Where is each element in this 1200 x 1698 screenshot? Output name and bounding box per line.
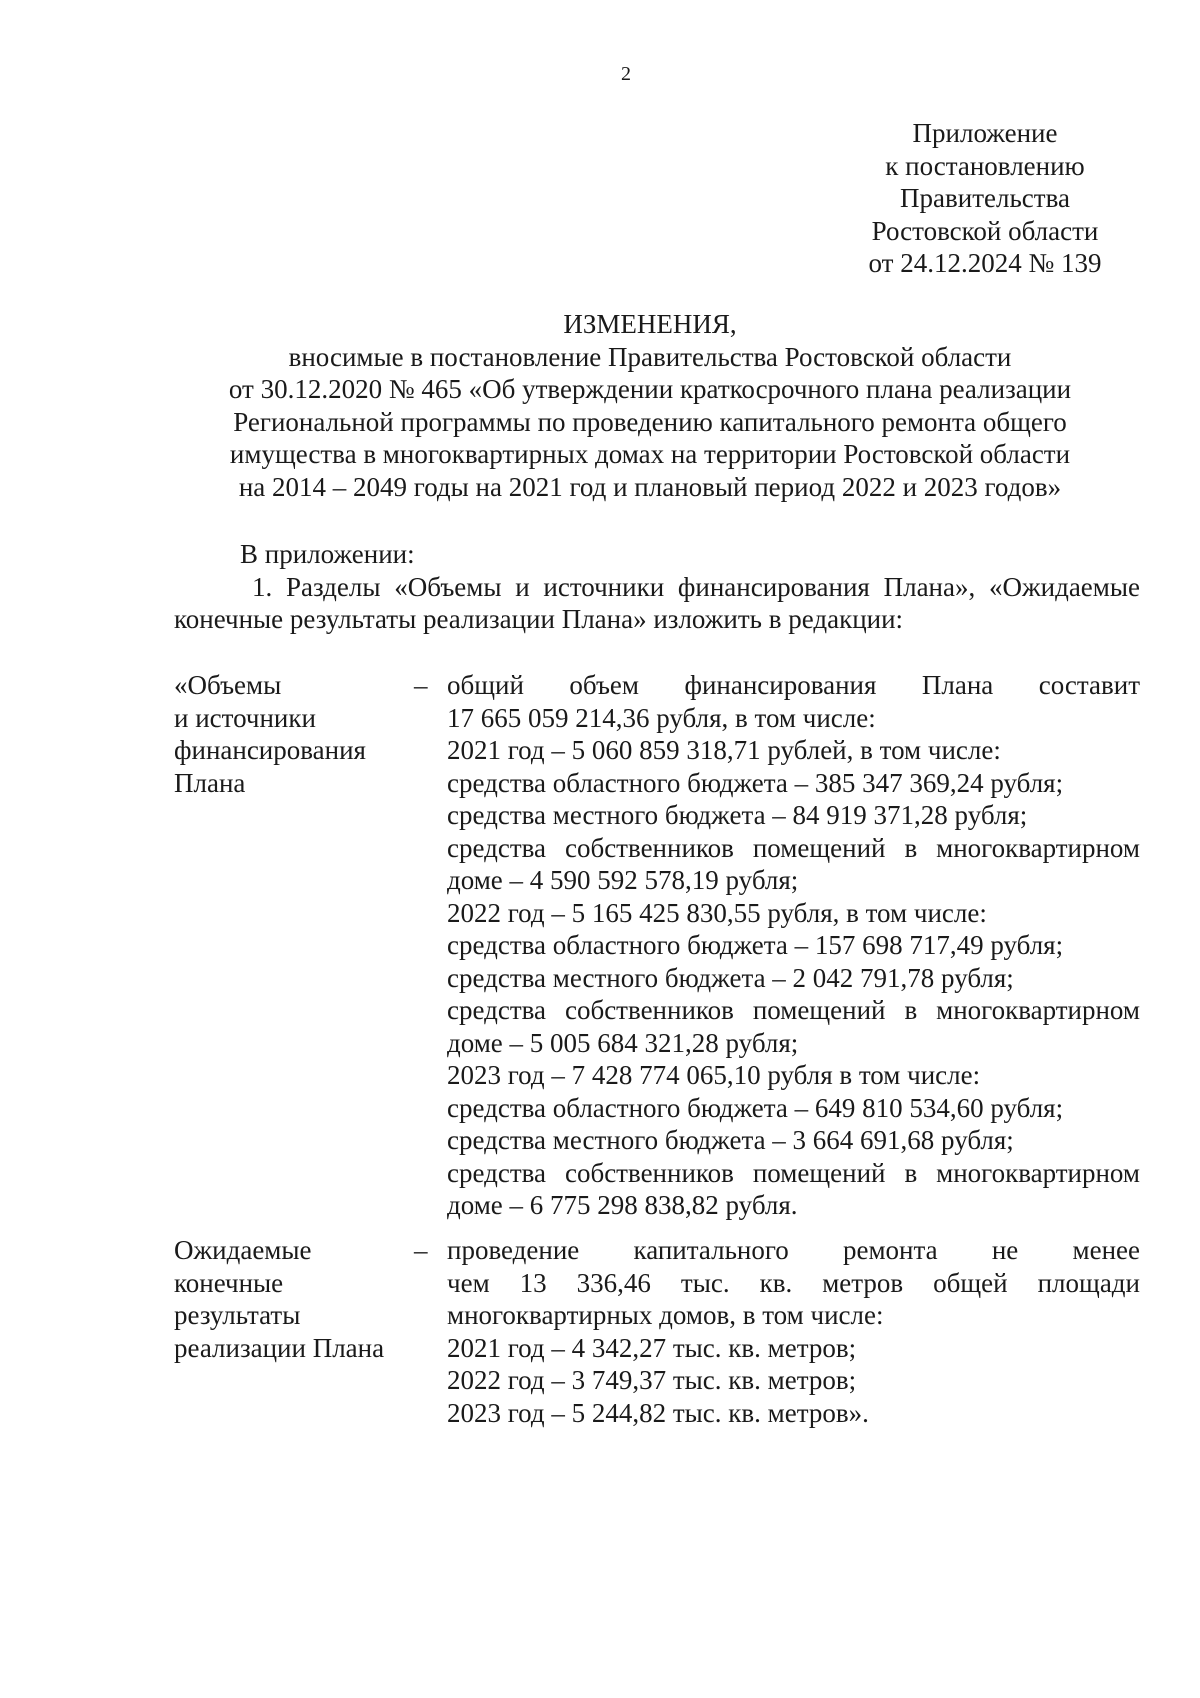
value-line: средства местного бюджета – 84 919 371,28 рубля; — [447, 800, 1028, 830]
value-line: 2023 год – 7 428 774 065,10 рубля в том числе: — [447, 1060, 981, 1090]
appendix-line: Ростовской области — [871, 215, 1099, 246]
title-line: на 2014 – 2049 годы на 2021 год и плановый период 2022 и 2023 годов» — [238, 471, 1062, 502]
label-line: конечные — [174, 1267, 284, 1298]
value-line: проведение капитального ремонта не менее — [447, 1235, 1140, 1265]
value-line: доме – 4 590 592 578,19 рубля; — [447, 865, 799, 895]
appendix-line: Правительства — [900, 183, 1070, 213]
value-line: доме – 6 775 298 838,82 рубля. — [447, 1190, 798, 1220]
section-value — [447, 1234, 1140, 1429]
label-line: Плана — [174, 767, 246, 798]
value-line: средства местного бюджета – 3 664 691,68 рубля; — [447, 1125, 1014, 1155]
value-line: доме – 5 005 684 321,28 рубля; — [447, 1027, 799, 1058]
value-line: многоквартирных домов, в том числе: — [447, 1300, 884, 1330]
page-number: 2 — [621, 63, 631, 85]
value-line: средства областного бюджета – 157 698 717,49 рубля; — [447, 930, 1064, 960]
title-heading: ИЗМЕНЕНИЯ, — [563, 309, 737, 339]
intro-paragraph — [174, 538, 1140, 636]
value-line: 17 665 059 214,36 рубля, в том числе: — [447, 702, 876, 733]
section-dash: – — [414, 670, 428, 700]
appendix-header — [840, 117, 1130, 280]
section-dash: – — [414, 1235, 428, 1265]
label-line: и источники — [174, 702, 316, 733]
title-line: вносимые в постановление Правительства Ростовской области — [288, 341, 1012, 372]
value-line: 2023 год – 5 244,82 тыс. кв. метров». — [447, 1397, 869, 1428]
label-line: «Объемы — [174, 670, 282, 700]
section-label — [174, 669, 404, 799]
value-line: средства собственников помещений в многоквартирном — [447, 1157, 1140, 1188]
label-line: финансирования — [174, 735, 366, 765]
label-line: реализации Плана — [174, 1332, 385, 1363]
value-line: общий объем финансирования Плана составит — [447, 670, 1140, 700]
appendix-line: от 24.12.2024 № 139 — [868, 248, 1102, 278]
intro-line: конечные результаты реализации Плана» изложить в редакции: — [174, 604, 904, 634]
value-line: средства собственников помещений в многоквартирном — [447, 832, 1140, 863]
appendix-line: к постановлению — [885, 150, 1085, 181]
appendix-line: Приложение — [912, 118, 1058, 148]
document-title — [160, 308, 1140, 503]
value-line: 2022 год – 3 749,37 тыс. кв. метров; — [447, 1365, 857, 1395]
value-line: средства областного бюджета – 385 347 369,24 рубля; — [447, 767, 1064, 798]
intro-line: В приложении: — [240, 539, 415, 569]
value-line: средства местного бюджета – 2 042 791,78 рубля; — [447, 962, 1014, 993]
value-line: средства областного бюджета – 649 810 534,60 рубля; — [447, 1092, 1064, 1123]
value-line: 2021 год – 4 342,27 тыс. кв. метров; — [447, 1332, 857, 1363]
section-value — [447, 669, 1140, 1222]
title-line: Региональной программы по проведению капитального ремонта общего — [233, 406, 1067, 437]
value-line: 2021 год – 5 060 859 318,71 рублей, в том числе: — [447, 735, 1001, 765]
value-line: 2022 год – 5 165 425 830,55 рубля, в том числе: — [447, 897, 987, 928]
title-line: имущества в многоквартирных домах на территории Ростовской области — [229, 439, 1071, 469]
intro-line: 1. Разделы «Объемы и источники финансирования Плана», «Ожидаемые — [252, 571, 1140, 602]
title-line: от 30.12.2020 № 465 «Об утверждении краткосрочного плана реализации — [228, 374, 1072, 404]
label-line: результаты — [174, 1300, 301, 1330]
label-line: Ожидаемые — [174, 1235, 312, 1265]
section-label — [174, 1234, 404, 1364]
value-line: средства собственников помещений в многоквартирном — [447, 995, 1140, 1025]
value-line: чем 13 336,46 тыс. кв. метров общей площади — [447, 1267, 1140, 1298]
